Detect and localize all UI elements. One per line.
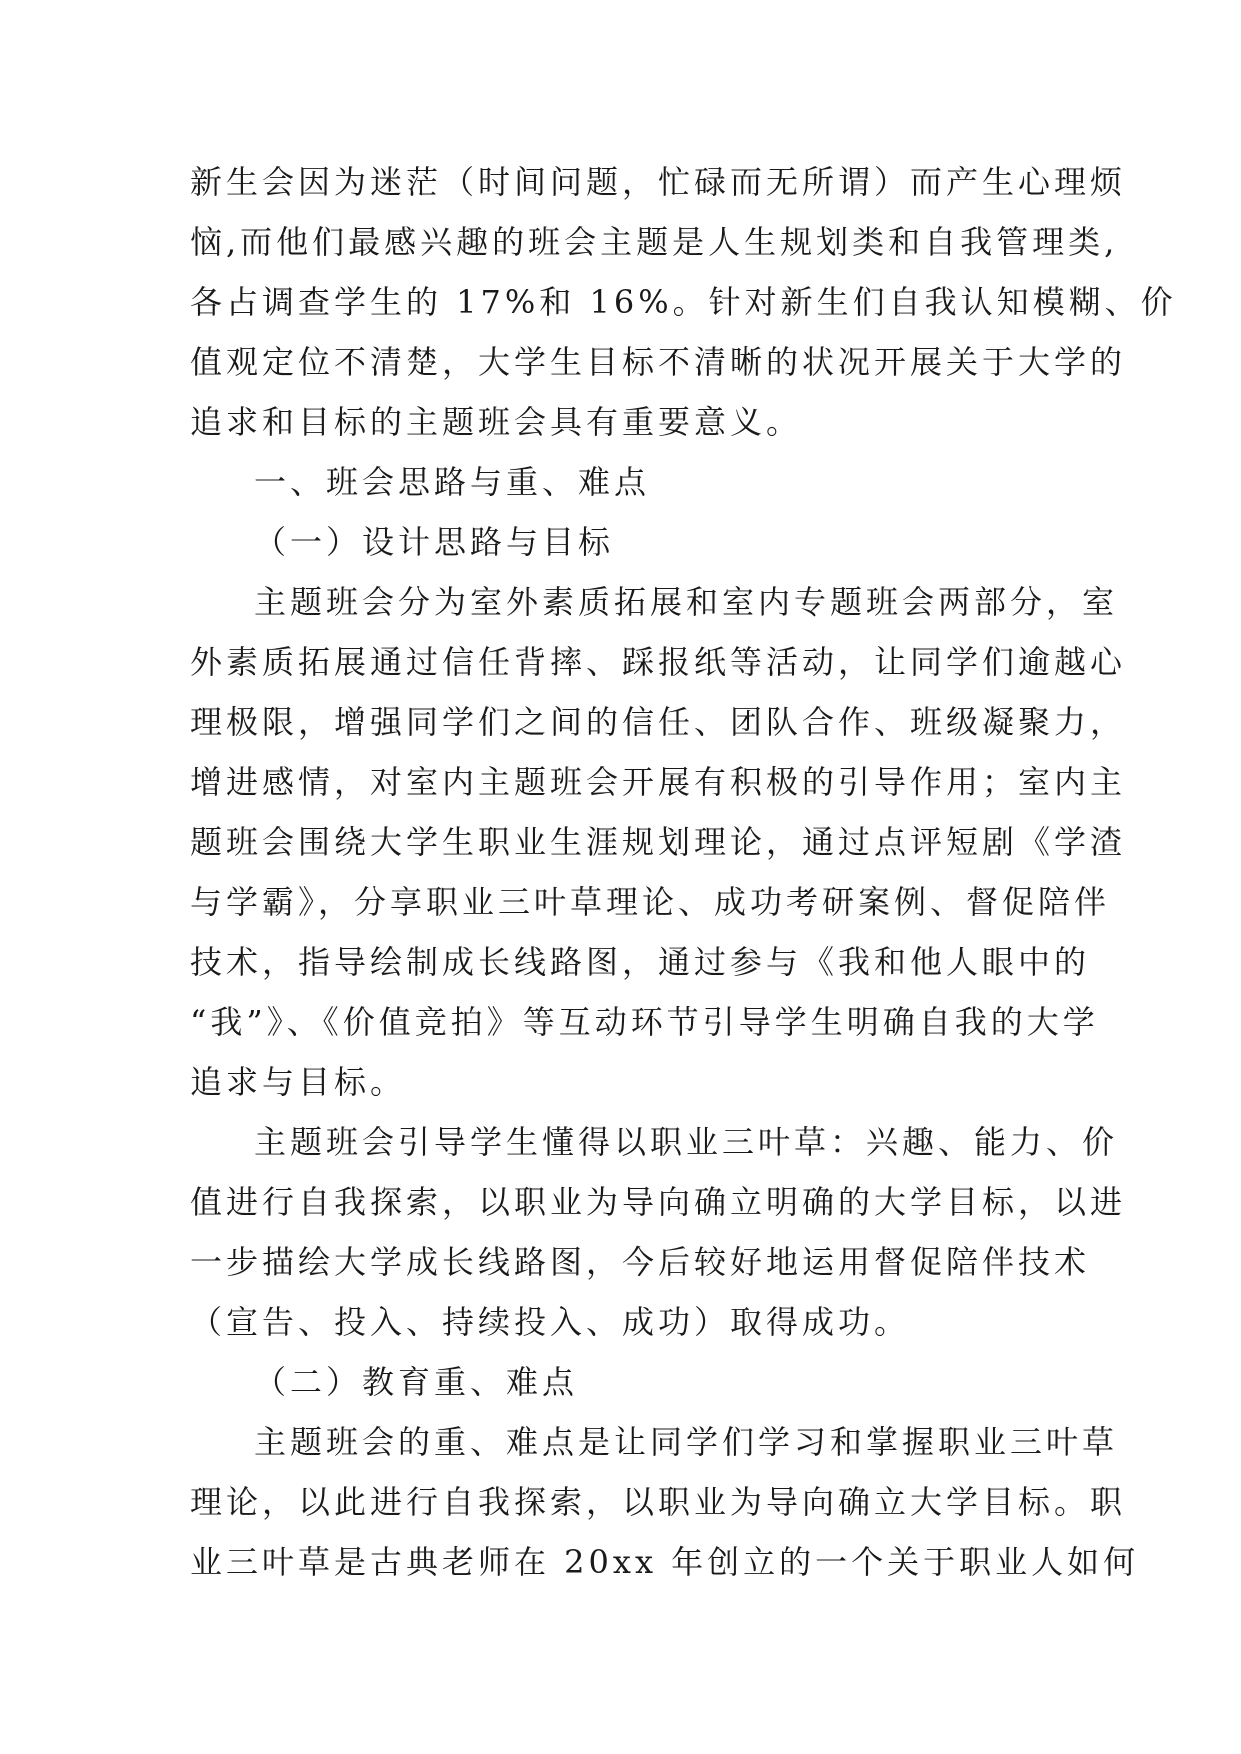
paragraph-line: 各占调查学生的 17%和 16%。针对新生们自我认知模糊、价 xyxy=(190,283,1177,321)
paragraph-line: 追求与目标。 xyxy=(190,1063,407,1101)
paragraph-line: 主题班会的重、难点是让同学们学习和掌握职业三叶草 xyxy=(254,1423,1119,1461)
paragraph-line: 主题班会引导学生懂得以职业三叶草：兴趣、能力、价 xyxy=(254,1123,1119,1161)
paragraph-line: 值进行自我探索，以职业为导向确立明确的大学目标，以进 xyxy=(190,1183,1127,1221)
paragraph-line: 增进感情，对室内主题班会开展有积极的引导作用；室内主 xyxy=(190,763,1127,801)
paragraph-line: 值观定位不清楚，大学生目标不清晰的状况开展关于大学的 xyxy=(190,343,1127,381)
paragraph-line: 追求和目标的主题班会具有重要意义。 xyxy=(190,403,803,441)
paragraph-line: 恼,而他们最感兴趣的班会主题是人生规划类和自我管理类, xyxy=(190,223,1119,261)
paragraph-line: 业三叶草是古典老师在 20xx 年创立的一个关于职业人如何 xyxy=(190,1543,1140,1581)
paragraph-line: 外素质拓展通过信任背摔、踩报纸等活动，让同学们逾越心 xyxy=(190,643,1127,681)
paragraph-line: （宣告、投入、持续投入、成功）取得成功。 xyxy=(190,1303,911,1341)
paragraph-line: 一步描绘大学成长线路图，今后较好地运用督促陪伴技术 xyxy=(190,1243,1091,1281)
paragraph-line: 理论，以此进行自我探索，以职业为导向确立大学目标。职 xyxy=(190,1483,1127,1521)
section-heading: 一、班会思路与重、难点 xyxy=(254,463,651,501)
subsection-heading: （一）设计思路与目标 xyxy=(254,523,615,561)
paragraph-line: 新生会因为迷茫（时间问题，忙碌而无所谓）而产生心理烦 xyxy=(190,163,1127,201)
document-body xyxy=(190,152,1177,1592)
paragraph-line: 与学霸》，分享职业三叶草理论、成功考研案例、督促陪伴 xyxy=(190,883,1111,921)
paragraph-line: 主题班会分为室外素质拓展和室内专题班会两部分，室 xyxy=(254,583,1119,621)
paragraph-line: 技术，指导绘制成长线路图，通过参与《我和他人眼中的 xyxy=(190,943,1091,981)
paragraph-line: “我”》、《价值竞拍》等互动环节引导学生明确自我的大学 xyxy=(190,1003,1099,1041)
subsection-heading: （二）教育重、难点 xyxy=(254,1363,579,1401)
paragraph-line: 理极限，增强同学们之间的信任、团队合作、班级凝聚力， xyxy=(190,703,1127,741)
paragraph-line: 题班会围绕大学生职业生涯规划理论，通过点评短剧《学渣 xyxy=(190,823,1127,861)
